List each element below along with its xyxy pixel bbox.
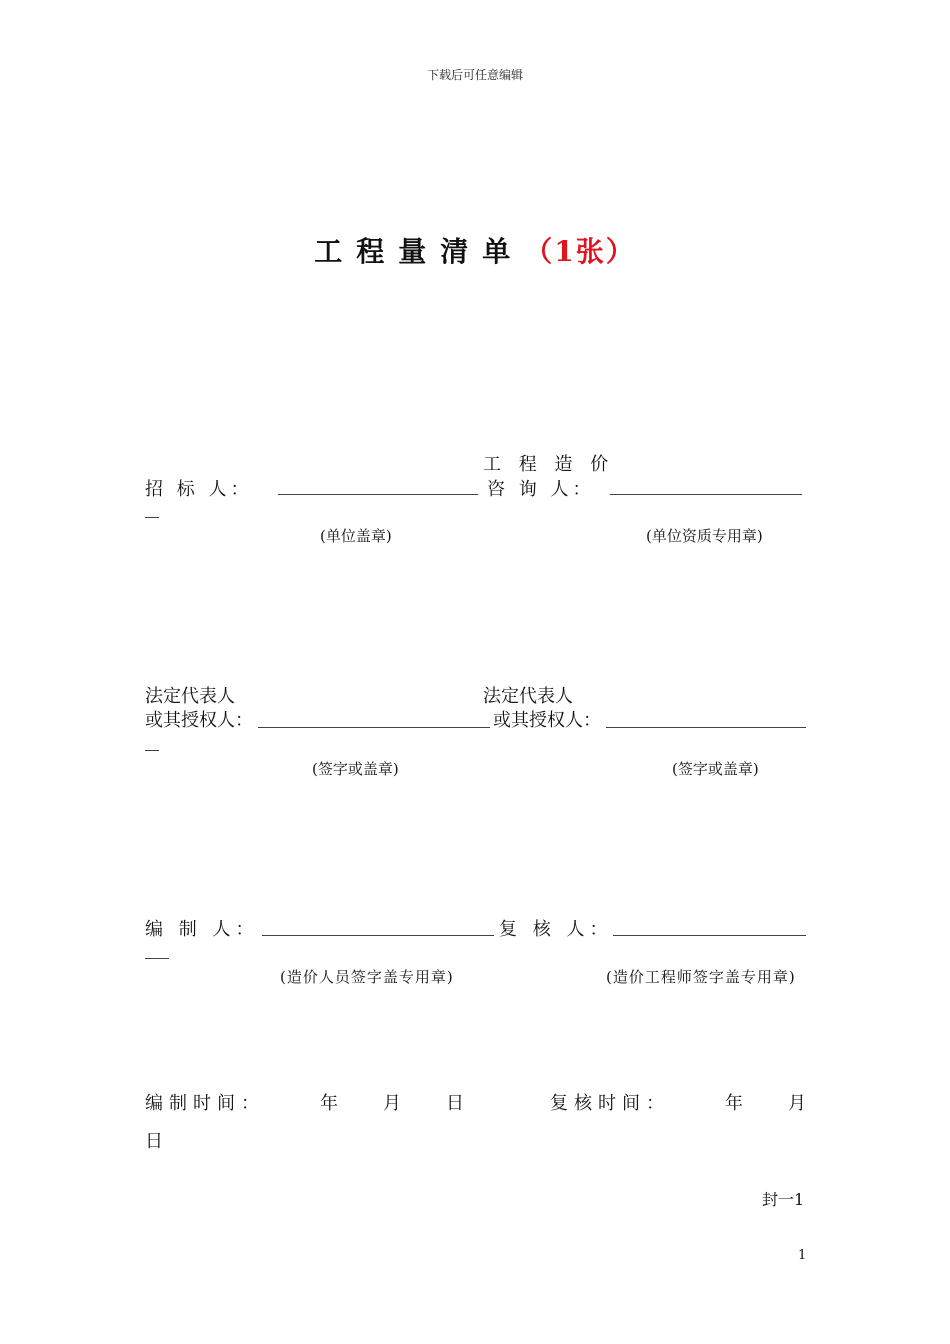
review-day: 日 bbox=[145, 1131, 163, 1152]
title-main: 工程量清单 bbox=[314, 235, 525, 268]
title-suffix: （1张） bbox=[524, 235, 636, 268]
cost-staff-caption: (造价人员签字盖专用章) bbox=[280, 968, 454, 986]
compile-month: 月 bbox=[383, 1093, 401, 1114]
left-sign-caption: (签字或盖章) bbox=[312, 760, 399, 778]
right-authorized-label: 或其授权人： bbox=[493, 710, 601, 731]
compiler-signature-line[interactable] bbox=[262, 935, 494, 936]
reviewer-label: 复 核 人： bbox=[499, 919, 613, 940]
right-legal-rep-label: 法定代表人 bbox=[483, 686, 573, 707]
compile-time-label: 编制时间： bbox=[145, 1093, 265, 1114]
line-continuation bbox=[145, 958, 169, 959]
line-continuation bbox=[145, 517, 159, 518]
review-time-label: 复核时间： bbox=[550, 1093, 670, 1114]
line-continuation bbox=[145, 750, 159, 751]
review-month: 月 bbox=[788, 1093, 806, 1114]
left-authorized-signature-line[interactable] bbox=[258, 727, 490, 728]
header-note: 下载后可任意编辑 bbox=[426, 68, 523, 82]
left-authorized-label: 或其授权人： bbox=[145, 710, 253, 731]
right-authorized-signature-line[interactable] bbox=[606, 727, 806, 728]
cover-mark: 封一1 bbox=[762, 1190, 805, 1209]
page-title bbox=[0, 230, 950, 270]
consultant-label-top: 工 程 造 价 bbox=[483, 454, 615, 475]
qualification-seal-caption: (单位资质专用章) bbox=[646, 527, 763, 545]
consultant-signature-line[interactable] bbox=[610, 494, 802, 495]
left-legal-rep-label: 法定代表人 bbox=[145, 686, 235, 707]
tenderer-signature-line[interactable] bbox=[278, 494, 478, 495]
tenderer-label: 招 标 人： bbox=[145, 479, 253, 500]
compile-day: 日 bbox=[446, 1093, 464, 1114]
reviewer-signature-line[interactable] bbox=[613, 935, 806, 936]
unit-seal-caption: (单位盖章) bbox=[320, 527, 392, 545]
compiler-label: 编 制 人： bbox=[145, 919, 259, 940]
review-year: 年 bbox=[725, 1093, 743, 1114]
page-number: 1 bbox=[798, 1248, 807, 1263]
consultant-label: 咨 询 人： bbox=[487, 479, 595, 500]
cost-engineer-caption: (造价工程师签字盖专用章) bbox=[606, 968, 796, 986]
right-sign-caption: (签字或盖章) bbox=[672, 760, 759, 778]
compile-year: 年 bbox=[320, 1093, 338, 1114]
